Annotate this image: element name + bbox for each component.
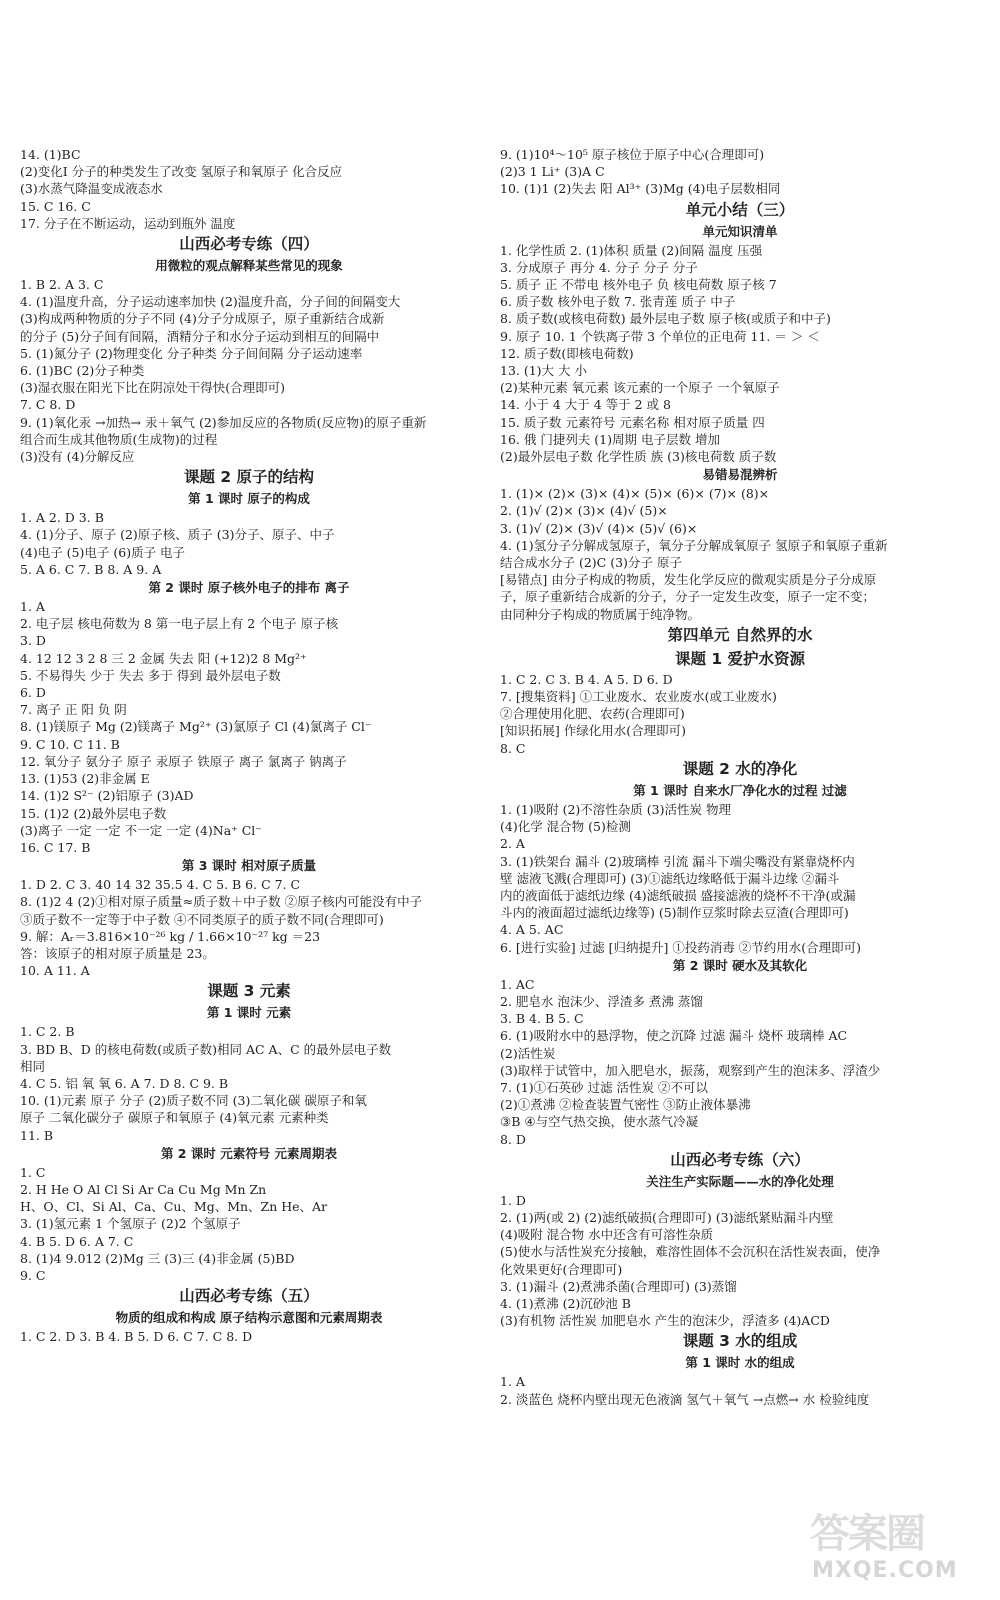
- section-heading: 课题 2 原子的结构: [183, 468, 315, 487]
- answer-line: 6. D: [20, 685, 46, 701]
- subsection-heading: 关注生产实际题——水的净化处理: [646, 1173, 834, 1189]
- answer-line: 16. C 17. B: [20, 839, 91, 855]
- answer-line: ③质子数不一定等于中子数 ④不同类原子的质子数不同(合理即可): [20, 911, 384, 927]
- answer-line: 4. (1)分子、原子 (2)原子核、质子 (3)分子、原子、中子: [20, 527, 335, 543]
- answer-line: 斗内的液面超过滤纸边缘等) (5)制作豆浆时除去豆渣(合理即可): [500, 905, 849, 921]
- section-heading: 山西必考专练（五）: [179, 1287, 319, 1306]
- answer-line: 1. C 2. B: [20, 1024, 75, 1040]
- answer-line: 3. B 4. B 5. C: [500, 1011, 584, 1027]
- answer-line: 3. 分成原子 再分 4. 分子 分子 分子: [500, 259, 698, 275]
- answer-line: 内的液面低于滤纸边缘 (4)滤纸破损 盛接滤液的烧杯不干净(或漏: [500, 887, 856, 903]
- answer-line: 组合而生成其他物质(生成物)的过程: [20, 431, 218, 447]
- answer-line: (2)最外层电子数 化学性质 族 (3)核电荷数 质子数: [500, 449, 777, 465]
- answer-line: 3. (1)√ (2)× (3)√ (4)× (5)√ (6)×: [500, 520, 698, 536]
- answer-line: 4. (1)煮沸 (2)沉砂池 B: [500, 1295, 631, 1311]
- answer-line: 相同: [20, 1058, 46, 1074]
- subsection-heading: 第 1 课时 水的组成: [685, 1355, 795, 1371]
- answer-line: 7. C 8. D: [20, 397, 76, 413]
- answer-line: 4. (1)温度升高，分子运动速率加快 (2)温度升高，分子间的间隔变大: [20, 294, 401, 310]
- answer-line: 1. D: [500, 1192, 526, 1208]
- answer-line: 3. (1)氢元素 1 个氢原子 (2)2 个氢原子: [20, 1216, 241, 1232]
- answer-line: 7. 离子 正 阳 负 阴: [20, 702, 127, 718]
- right-column: [500, 146, 980, 1408]
- answer-line: 1. C: [20, 1164, 46, 1180]
- answer-line: 13. (1)53 (2)非金属 E: [20, 771, 150, 787]
- answer-line: [易错点] 由分子构成的物质，发生化学反应的微观实质是分子分成原: [500, 572, 877, 588]
- answer-line: 4. 12 12 3 2 8 三 2 金属 失去 阳 (+12)2 8 Mg²⁺: [20, 650, 307, 666]
- answer-line: 8. (1)镁原子 Mg (2)镁离子 Mg²⁺ (3)氯原子 Cl (4)氯离子 Cl⁻: [20, 719, 372, 735]
- subsection-heading: 第 2 课时 硬水及其软化: [672, 957, 808, 973]
- answer-line: 化效果更好(合理即可): [500, 1261, 623, 1277]
- answer-line: 1. A: [500, 1374, 525, 1390]
- answer-line: 5. 质子 正 不带电 核外电子 负 核电荷数 原子核 7: [500, 277, 777, 293]
- answer-line: 2. A: [500, 836, 525, 852]
- answer-line: 12. 氧分子 氨分子 原子 汞原子 铁原子 离子 氯离子 钠离子: [20, 753, 347, 769]
- subsection-heading: 第 1 课时 自来水厂净化水的过程 过滤: [633, 782, 847, 798]
- answer-line: (3)取样于试管中，加入肥皂水，振荡，观察到产生的泡沫多、浮渣少: [500, 1062, 881, 1078]
- answer-line: 8. C: [500, 740, 526, 756]
- answer-line: 8. D: [500, 1131, 526, 1147]
- answer-line: 9. C: [20, 1267, 46, 1283]
- answer-line: (2)变化Ⅰ 分子的种类发生了改变 氢原子和氧原子 化合反应: [20, 164, 343, 180]
- answer-line: (2)3 1 Li⁺ (3)A C: [500, 164, 605, 180]
- answer-line: 6. (1)BC (2)分子种类: [20, 363, 145, 379]
- answer-line: 4. (1)氢分子分解成氢原子，氧分子分解成氧原子 氢原子和氧原子重新: [500, 537, 888, 553]
- answer-line: 3. (1)铁架台 漏斗 (2)玻璃棒 引流 漏斗下端尖嘴没有紧靠烧杯内: [500, 853, 855, 869]
- answer-line: (3)水蒸气降温变成液态水: [20, 181, 163, 197]
- section-heading: 第四单元 自然界的水: [667, 625, 813, 644]
- section-heading: 课题 3 水的组成: [682, 1332, 798, 1351]
- answer-line: 5. A 6. C 7. B 8. A 9. A: [20, 561, 162, 577]
- answer-line: 6. 质子数 核外电子数 7. 张青莲 质子 中子: [500, 294, 736, 310]
- answer-line: 10. A 11. A: [20, 963, 90, 979]
- subsection-heading: 用微粒的观点解释某些常见的现象: [155, 258, 343, 274]
- subsection-heading: 第 2 课时 元素符号 元素周期表: [160, 1145, 338, 1161]
- answer-line: 壁 滤液飞溅(合理即可) (3)①滤纸边缘略低于漏斗边缘 ②漏斗: [500, 870, 840, 886]
- answer-line: (4)化学 混合物 (5)检测: [500, 819, 631, 835]
- answer-line: 9. C 10. C 11. B: [20, 736, 120, 752]
- answer-line: 1. A: [20, 599, 45, 615]
- answer-line: 2. (1)√ (2)× (3)× (4)√ (5)×: [500, 503, 668, 519]
- answer-line: [知识拓展] 作绿化用水(合理即可): [500, 723, 686, 739]
- answer-line: 5. 不易得失 少于 失去 多于 得到 最外层电子数: [20, 667, 281, 683]
- answer-line: 2. 电子层 核电荷数为 8 第一电子层上有 2 个电子 原子核: [20, 616, 339, 632]
- answer-line: 12. 质子数(即核电荷数): [500, 345, 634, 361]
- answer-line: 4. A 5. AC: [500, 922, 564, 938]
- section-heading: 课题 1 爱护水资源: [674, 649, 806, 668]
- subsection-heading: 第 3 课时 相对原子质量: [181, 858, 317, 874]
- answer-line: 14. (1)BC: [20, 147, 81, 162]
- answer-line: 10. (1)元素 原子 分子 (2)质子数不同 (3)二氧化碳 碳原子和氧: [20, 1093, 367, 1109]
- answer-line: 9. 解：Aᵣ＝3.816×10⁻²⁶ kg / 1.66×10⁻²⁷ kg ＝23: [20, 928, 321, 944]
- answer-line: 14. (1)2 S²⁻ (2)铝原子 (3)AD: [20, 788, 194, 804]
- answer-line: 4. B 5. D 6. A 7. C: [20, 1233, 134, 1249]
- answer-line: 1. A 2. D 3. B: [20, 510, 104, 526]
- answer-line: 结合成水分子 (2)C (3)分子 原子: [500, 555, 682, 571]
- answer-line: 8. 质子数(或核电荷数) 最外层电子数 原子核(或质子和中子): [500, 311, 831, 327]
- answer-line: 10. (1)1 (2)失去 阳 Al³⁺ (3)Mg (4)电子层数相同: [500, 181, 781, 197]
- section-heading: 山西必考专练（四）: [179, 235, 319, 254]
- answer-line: 16. 俄 门捷列夫 (1)周期 电子层数 增加: [500, 431, 720, 447]
- answer-line: 1. B 2. A 3. C: [20, 277, 104, 293]
- subsection-heading: 第 2 课时 原子核外电子的排布 离子: [148, 580, 350, 596]
- answer-line: (3)湿衣服在阳光下比在阴凉处干得快(合理即可): [20, 380, 285, 396]
- answer-line: (2)某种元素 氧元素 该元素的一个原子 一个氧原子: [500, 380, 780, 396]
- answer-line: 15. 质子数 元素符号 元素名称 相对原子质量 四: [500, 414, 765, 430]
- answer-line: ②合理使用化肥、农药(合理即可): [500, 706, 685, 722]
- watermark-logo: [800, 1500, 980, 1592]
- answer-line: 2. H He O Al Cl Si Ar Ca Cu Mg Mn Zn: [20, 1181, 267, 1197]
- answer-line: 8. (1)4 9.012 (2)Mg 三 (3)三 (4)非金属 (5)BD: [20, 1250, 295, 1266]
- section-heading: 课题 3 元素: [207, 982, 291, 1001]
- answer-line: 11. B: [20, 1127, 54, 1143]
- answer-line: ③B ④与空气热交换，使水蒸气冷凝: [500, 1114, 699, 1130]
- answer-line: (2)①煮沸 ②检查装置气密性 ③防止液体暴沸: [500, 1097, 751, 1113]
- answer-line: H、O、Cl、Si Al、Ca、Cu、Mg、Mn、Zn He、Ar: [20, 1199, 328, 1215]
- answer-line: (4)电子 (5)电子 (6)质子 电子: [20, 544, 186, 560]
- subsection-heading: 物质的组成和构成 原子结构示意图和元素周期表: [115, 1310, 383, 1326]
- answer-line: 13. (1)大 大 小: [500, 363, 588, 379]
- answer-line: 2. 淡蓝色 烧杯内壁出现无色液滴 氢气＋氧气 →点燃→ 水 检验纯度: [500, 1391, 870, 1407]
- answer-line: 9. (1)氧化汞 →加热→ 汞＋氧气 (2)参加反应的各物质(反应物)的原子重新: [20, 414, 427, 430]
- answer-line: 6. [进行实验] 过滤 [归纳提升] ①投药消毒 ②节约用水(合理即可): [500, 939, 862, 955]
- answer-line: 8. (1)2 4 (2)①相对原子质量≈质子数＋中子数 ②原子核内可能没有中子: [20, 894, 423, 910]
- answer-line: 7. (1)①石英砂 过滤 活性炭 ②不可以: [500, 1079, 709, 1095]
- answer-line: 5. (1)氮分子 (2)物理变化 分子种类 分子间间隔 分子运动速率: [20, 345, 363, 361]
- answer-line: 1. (1)× (2)× (3)× (4)× (5)× (6)× (7)× (8)×: [500, 486, 770, 502]
- answer-line: 3. BD B、D 的核电荷数(或质子数)相同 AC A、C 的最外层电子数: [20, 1041, 392, 1057]
- section-heading: 山西必考专练（六）: [670, 1150, 810, 1169]
- answer-line: (4)吸附 混合物 水中还含有可溶性杂质: [500, 1227, 714, 1243]
- answer-line: 的分子 (5)分子间有间隔，酒精分子和水分子运动到相互的间隔中: [20, 328, 380, 344]
- subsection-heading: 单元知识清单: [702, 223, 778, 239]
- answer-line: (3)有机物 活性炭 加肥皂水 产生的泡沫少，浮渣多 (4)ACD: [500, 1313, 830, 1329]
- answer-line: (3)构成两种物质的分子不同 (4)分子分成原子，原子重新结合成新: [20, 311, 385, 327]
- answer-line: 4. C 5. 铝 氧 氧 6. A 7. D 8. C 9. B: [20, 1075, 229, 1091]
- answer-line: 9. (1)10⁴～10⁵ 原子核位于原子中心(合理即可): [500, 147, 765, 162]
- answer-line: 由同种分子构成的物质属于纯净物。: [500, 606, 701, 622]
- subsection-heading: 第 1 课时 元素: [206, 1005, 292, 1021]
- answer-line: 2. 肥皂水 泡沫少、浮渣多 煮沸 蒸馏: [500, 993, 703, 1009]
- answer-line: 1. C 2. C 3. B 4. A 5. D 6. D: [500, 671, 673, 687]
- answer-line: 15. C 16. C: [20, 198, 91, 214]
- answer-line: 15. (1)2 (2)最外层电子数: [20, 805, 167, 821]
- answer-line: 1. 化学性质 2. (1)体积 质量 (2)间隔 温度 压强: [500, 242, 763, 258]
- answer-line: 9. 原子 10. 1 个铁离子带 3 个单位的正电荷 11. ＝ ＞ ＜: [500, 328, 820, 344]
- answer-line: 1. (1)吸附 (2)不溶性杂质 (3)活性炭 物理: [500, 801, 731, 817]
- answer-line: 3. (1)漏斗 (2)煮沸杀菌(合理即可) (3)蒸馏: [500, 1278, 737, 1294]
- answer-line: 答：该原子的相对原子质量是 23。: [20, 945, 215, 961]
- section-heading: 课题 2 水的净化: [682, 759, 798, 778]
- answer-line: 3. D: [20, 633, 46, 649]
- subsection-heading: 易错易混辨析: [702, 467, 778, 483]
- answer-line: (3)离子 一定 一定 不一定 一定 (4)Na⁺ Cl⁻: [20, 822, 262, 838]
- answer-line: 1. C 2. D 3. B 4. B 5. D 6. C 7. C 8. D: [20, 1329, 253, 1345]
- answer-line: (5)使水与活性炭充分接触，难溶性固体不会沉积在活性炭表面，使净: [500, 1244, 881, 1260]
- section-heading: 单元小结（三）: [685, 200, 795, 219]
- watermark-url: MXQE.COM: [812, 1558, 958, 1583]
- answer-line: 17. 分子在不断运动，运动到瓶外 温度: [20, 215, 236, 231]
- subsection-heading: 第 1 课时 原子的构成: [188, 491, 310, 507]
- answer-line: 7. [搜集资料] ①工业废水、农业废水(或工业废水): [500, 689, 777, 705]
- answer-line: (3)没有 (4)分解反应: [20, 449, 135, 465]
- answer-line: 6. (1)吸附水中的悬浮物，使之沉降 过滤 漏斗 烧杯 玻璃棒 AC: [500, 1028, 848, 1044]
- answer-line: 14. 小于 4 大于 4 等于 2 或 8: [500, 397, 671, 413]
- answer-line: 子，原子重新结合成新的分子，分子一定发生改变，原子一定不变；: [500, 589, 876, 605]
- answer-line: 1. D 2. C 3. 40 14 32 35.5 4. C 5. B 6. C 7. C: [20, 877, 301, 893]
- left-column: [20, 146, 478, 1345]
- watermark-text: 答案圈: [810, 1511, 924, 1557]
- answer-line: 1. AC: [500, 976, 535, 992]
- answer-line: (2)活性炭: [500, 1045, 556, 1061]
- answer-line: 2. (1)两(或 2) (2)滤纸破损(合理即可) (3)滤纸紧贴漏斗内壁: [500, 1209, 834, 1225]
- answer-line: 原子 二氧化碳分子 碳原子和氧原子 (4)氧元素 元素种类: [20, 1110, 329, 1126]
